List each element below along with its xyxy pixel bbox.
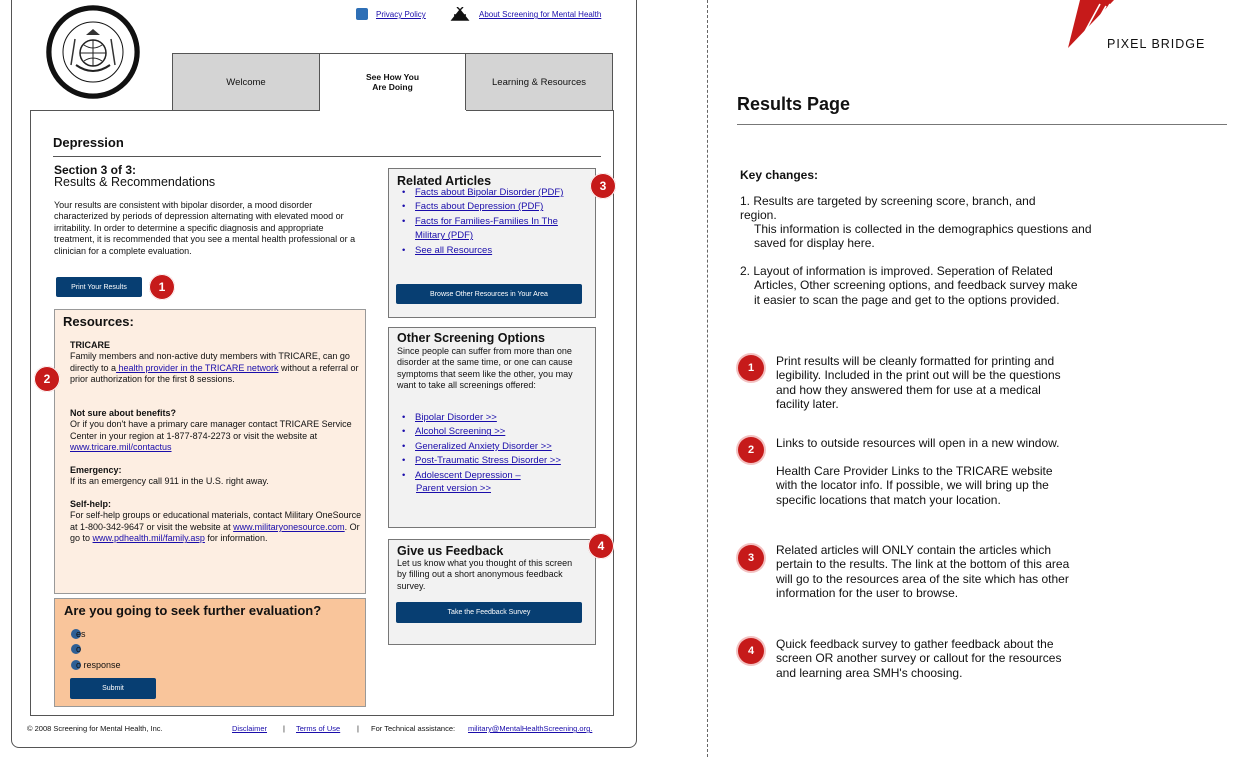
page-title: Depression — [53, 135, 124, 150]
related-article-depression[interactable]: • Facts about Depression (PDF) — [396, 200, 590, 214]
page-divider — [707, 0, 708, 757]
footer-terms-link[interactable]: Terms of Use — [296, 724, 341, 733]
tab-welcome[interactable] — [172, 53, 320, 111]
emergency-heading: Emergency: — [70, 465, 122, 475]
related-articles-list — [396, 186, 590, 258]
radio-no-label: o — [76, 643, 82, 654]
feedback-title: Give us Feedback — [397, 544, 504, 558]
benefits-text: Or if you don't have a primary care manager contact TRICARE Service Center in your region at 1-877-874-2273 or visit the website at — [70, 419, 352, 441]
related-articles-title: Related Articles — [397, 174, 492, 188]
screening-ptsd-link[interactable]: • Post-Traumatic Stress Disorder >> — [396, 454, 590, 468]
footer-disclaimer-link[interactable]: Disclaimer — [232, 724, 268, 733]
section-title: Section 3 of 3: — [54, 163, 137, 177]
about-screening-link[interactable]: About Screening for Mental Health — [479, 10, 602, 19]
tricare-contact-link[interactable]: www.tricare.mil/contactus — [70, 442, 172, 453]
selfhelp-block — [70, 499, 362, 545]
footer-separator-1: | — [283, 724, 285, 733]
resources-title: Resources: — [63, 314, 134, 329]
annotation-badge-3: 3 — [590, 173, 616, 199]
other-screening-list — [396, 411, 590, 483]
other-screening-title: Other Screening Options — [397, 331, 545, 345]
pixel-bridge-logo-text: PIXEL BRIDGE — [1107, 37, 1206, 51]
footer-copyright: © 2008 Screening for Mental Health, Inc. — [27, 724, 163, 733]
footer-email-link[interactable]: military@MentalHealthScreening.org. — [468, 724, 593, 733]
emergency-text: If its an emergency call 911 in the U.S. right away. — [70, 476, 269, 487]
note-2a-text: Links to outside resources will open in a new window. — [776, 436, 1060, 450]
screening-parent-link[interactable]: Parent version >> — [416, 483, 491, 494]
selfhelp-mid: . Or go to — [70, 521, 360, 544]
seek-evaluation-title: Are you going to seek further evaluation? — [64, 603, 322, 618]
pdhealth-link[interactable]: www.pdhealth.mil/family.asp — [92, 533, 205, 544]
note-badge-1: 1 — [738, 355, 764, 381]
tricare-block — [70, 340, 362, 386]
print-results-button[interactable]: Print Your Results — [56, 277, 142, 297]
notes-title-rule — [737, 124, 1227, 125]
benefits-block — [70, 408, 362, 454]
browse-resources-button[interactable]: Browse Other Resources in Your Area — [396, 284, 582, 304]
benefits-heading: Not sure about benefits? — [70, 408, 177, 418]
footer-separator-2: | — [357, 724, 359, 733]
ribbon-icon — [450, 7, 470, 21]
note-1-text: Print results will be cleanly formatted for printing and legibility. Included in the print out will be the questions and how they answered them for use at a medical facility later. — [776, 354, 1061, 412]
related-article-families[interactable]: • Facts for Families-Families In The Military (PDF) — [396, 215, 590, 244]
submit-button[interactable]: Submit — [70, 678, 156, 699]
section-subtitle: Results & Recommendations — [54, 175, 216, 189]
note-2b-text: Health Care Provider Links to the TRICARE website with the locator info. If possible, we will bring up the specific locations that match your location. — [776, 464, 1053, 507]
results-text: Your results are consistent with bipolar disorder, a mood disorder characterized by periods of depression alternating with elevated mood or irritability. In order to determine a specific diagnosis and appropriate treatment, it is recommended that you see a mental health professional or a clinician for a complete evaluation. — [54, 200, 356, 256]
screening-anxiety-link[interactable]: • Generalized Anxiety Disorder >> — [396, 440, 590, 454]
change-2-text: 2. Layout of information is improved. Seperation of Related Articles, Other screening options, and feedback survey make it easier to scan the page and get to the options provided. — [740, 264, 1078, 307]
tricare-text-post: without a referral or prior authorization for the first 8 sessions. — [70, 362, 359, 385]
tricare-text: Family members and non-active duty members with TRICARE, can go directly to a — [70, 351, 350, 373]
selfhelp-end: for information. — [204, 533, 268, 544]
feedback-survey-button[interactable]: Take the Feedback Survey — [396, 602, 582, 623]
selfhelp-text: For self-help groups or educational materials, contact Military OneSource at 1-800-342-9647 or visit the website at — [70, 510, 362, 532]
key-changes-heading: Key changes: — [740, 168, 819, 182]
annotation-badge-2: 2 — [34, 366, 60, 392]
tricare-heading: TRICARE — [70, 340, 110, 350]
note-badge-2: 2 — [738, 437, 764, 463]
other-screening-text: Since people can suffer from more than one disorder at the same time, or one can cause symptoms that seem like the other, you may want to take all screenings offered: — [397, 346, 573, 391]
radio-no-response-label: o response — [76, 659, 121, 670]
screening-adolescent-link[interactable]: • Adolescent Depression – — [396, 469, 590, 483]
tab-see-how-label-1: See How You — [365, 71, 420, 82]
content-top-border-left — [30, 110, 320, 111]
annotation-badge-4: 4 — [588, 533, 614, 559]
radio-no-response[interactable] — [71, 656, 121, 674]
emergency-block — [70, 465, 362, 488]
tab-welcome-label: Welcome — [226, 76, 266, 88]
selfhelp-heading: Self-help: — [70, 499, 112, 509]
related-article-see-all[interactable]: • See all Resources — [396, 244, 590, 258]
note-badge-3: 3 — [738, 545, 764, 571]
change-1-text: 1. Results are targeted by screening score, branch, and region. — [740, 194, 1036, 223]
tab-see-how-label-2: Are Doing — [372, 81, 413, 92]
footer-tech-label: For Technical assistance: — [371, 724, 456, 733]
active-tab-gap — [320, 110, 466, 111]
tab-learning-resources[interactable] — [465, 53, 613, 111]
tricare-network-link[interactable]: health provider in the TRICARE network — [116, 362, 279, 373]
military-onesource-link[interactable]: www.militaryonesource.com — [233, 521, 345, 532]
usmc-seal-logo — [46, 5, 140, 99]
radio-yes-label: es — [76, 628, 86, 639]
annotation-badge-1: 1 — [149, 274, 175, 300]
note-4-text: Quick feedback survey to gather feedback about the screen OR another survey or callout for the resources and learning area SMH's choosing. — [776, 637, 1062, 680]
title-divider — [53, 156, 601, 157]
screening-alcohol-link[interactable]: • Alcohol Screening >> — [396, 425, 590, 439]
tab-learning-label: Learning & Resources — [492, 76, 586, 88]
document-icon — [356, 8, 368, 20]
related-article-bipolar[interactable]: • Facts about Bipolar Disorder (PDF) — [396, 186, 590, 200]
note-3-text: Related articles will ONLY contain the articles which pertain to the results. The link at the bottom of this area will go to the resources area of the site which has other information for the user to browse. — [776, 543, 1070, 601]
privacy-policy-link[interactable]: Privacy Policy — [376, 10, 426, 19]
feedback-text: Let us know what you thought of this screen by filling out a short anonymous feedback survey. — [397, 558, 573, 591]
tab-see-how-you-are-doing[interactable] — [319, 53, 466, 111]
note-badge-4: 4 — [738, 638, 764, 664]
notes-page-title: Results Page — [737, 94, 851, 114]
screening-bipolar-link[interactable]: • Bipolar Disorder >> — [396, 411, 590, 425]
change-1-detail: This information is collected in the demographics questions and saved for display here. — [754, 222, 1092, 251]
